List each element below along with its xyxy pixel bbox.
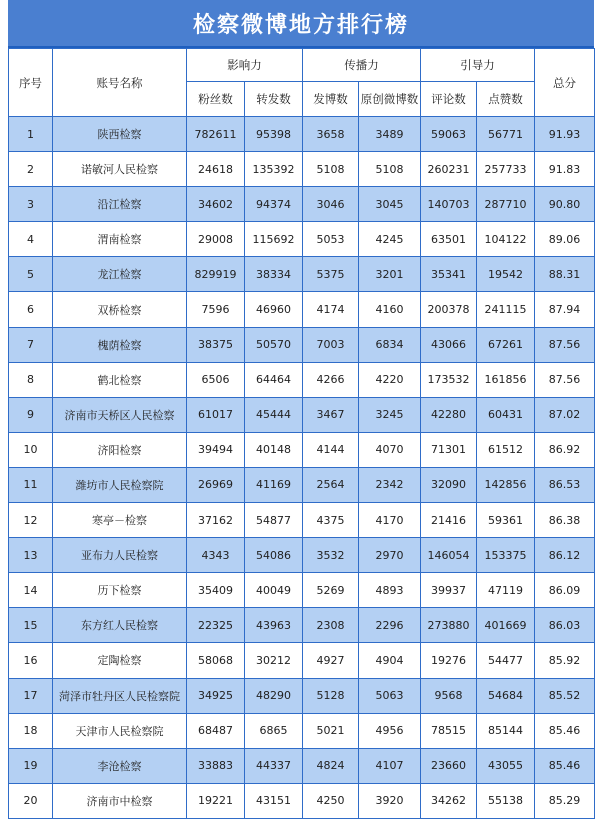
cell-posts: 4824 [303,748,359,783]
table-row [9,257,595,292]
cell-fans: 4343 [187,538,245,573]
table-row [9,152,595,187]
header-rank: 序号 [9,49,53,117]
cell-comments: 59063 [421,117,477,152]
cell-account: 双桥检察 [53,292,187,327]
cell-total: 85.92 [535,643,595,678]
cell-comments: 43066 [421,327,477,362]
cell-original-posts: 3045 [359,187,421,222]
cell-comments: 273880 [421,608,477,643]
table-row [9,503,595,538]
cell-account: 济南市中检察 [53,783,187,818]
cell-original-posts: 5108 [359,152,421,187]
cell-reposts: 40049 [245,573,303,608]
table-row [9,222,595,257]
table-row [9,117,595,152]
cell-account: 济南市天桥区人民检察 [53,397,187,432]
cell-reposts: 6865 [245,713,303,748]
cell-account: 诺敏河人民检察 [53,152,187,187]
cell-rank: 17 [9,678,53,713]
cell-posts: 5128 [303,678,359,713]
cell-account: 历下检察 [53,573,187,608]
cell-comments: 9568 [421,678,477,713]
cell-reposts: 40148 [245,432,303,467]
header-guidance: 引导力 [421,49,535,82]
cell-comments: 146054 [421,538,477,573]
table-row [9,397,595,432]
cell-total: 86.38 [535,503,595,538]
cell-reposts: 45444 [245,397,303,432]
cell-rank: 15 [9,608,53,643]
cell-fans: 58068 [187,643,245,678]
cell-rank: 7 [9,327,53,362]
table-row [9,467,595,502]
cell-total: 85.29 [535,783,595,818]
cell-comments: 173532 [421,362,477,397]
cell-account: 济阳检察 [53,432,187,467]
cell-total: 86.53 [535,467,595,502]
cell-original-posts: 4220 [359,362,421,397]
cell-account: 寒亭－检察 [53,503,187,538]
table-row [9,748,595,783]
cell-reposts: 54086 [245,538,303,573]
cell-reposts: 48290 [245,678,303,713]
cell-posts: 5053 [303,222,359,257]
cell-reposts: 64464 [245,362,303,397]
cell-likes: 142856 [477,467,535,502]
cell-original-posts: 4070 [359,432,421,467]
cell-reposts: 50570 [245,327,303,362]
table-row [9,187,595,222]
cell-rank: 3 [9,187,53,222]
cell-account: 渭南检察 [53,222,187,257]
cell-posts: 4250 [303,783,359,818]
cell-fans: 34925 [187,678,245,713]
cell-likes: 104122 [477,222,535,257]
cell-likes: 19542 [477,257,535,292]
table-row [9,292,595,327]
cell-likes: 56771 [477,117,535,152]
cell-rank: 19 [9,748,53,783]
cell-likes: 153375 [477,538,535,573]
cell-fans: 29008 [187,222,245,257]
cell-rank: 14 [9,573,53,608]
cell-account: 李沧检察 [53,748,187,783]
cell-original-posts: 6834 [359,327,421,362]
cell-rank: 11 [9,467,53,502]
cell-reposts: 46960 [245,292,303,327]
cell-fans: 34602 [187,187,245,222]
cell-likes: 43055 [477,748,535,783]
cell-posts: 5108 [303,152,359,187]
cell-reposts: 94374 [245,187,303,222]
cell-posts: 4174 [303,292,359,327]
cell-likes: 241115 [477,292,535,327]
cell-total: 85.46 [535,748,595,783]
cell-fans: 35409 [187,573,245,608]
cell-comments: 23660 [421,748,477,783]
cell-original-posts: 4107 [359,748,421,783]
cell-original-posts: 4904 [359,643,421,678]
cell-posts: 3046 [303,187,359,222]
cell-rank: 4 [9,222,53,257]
cell-original-posts: 4245 [359,222,421,257]
cell-fans: 26969 [187,467,245,502]
cell-total: 87.56 [535,362,595,397]
header-reposts: 转发数 [245,82,303,117]
table-row [9,362,595,397]
cell-comments: 32090 [421,467,477,502]
cell-fans: 39494 [187,432,245,467]
cell-reposts: 44337 [245,748,303,783]
cell-fans: 7596 [187,292,245,327]
header-account: 账号名称 [53,49,187,117]
cell-total: 88.31 [535,257,595,292]
header-posts: 发博数 [303,82,359,117]
cell-fans: 22325 [187,608,245,643]
cell-fans: 38375 [187,327,245,362]
cell-total: 86.12 [535,538,595,573]
cell-posts: 3532 [303,538,359,573]
cell-comments: 42280 [421,397,477,432]
table-row [9,713,595,748]
cell-posts: 2308 [303,608,359,643]
cell-account: 龙江检察 [53,257,187,292]
cell-account: 槐荫检察 [53,327,187,362]
cell-comments: 140703 [421,187,477,222]
table-row [9,783,595,818]
cell-total: 91.83 [535,152,595,187]
cell-posts: 7003 [303,327,359,362]
cell-rank: 10 [9,432,53,467]
table-row [9,432,595,467]
cell-total: 86.09 [535,573,595,608]
cell-comments: 34262 [421,783,477,818]
cell-posts: 2564 [303,467,359,502]
cell-reposts: 30212 [245,643,303,678]
table-body [9,117,595,819]
cell-comments: 260231 [421,152,477,187]
cell-comments: 19276 [421,643,477,678]
cell-likes: 60431 [477,397,535,432]
cell-original-posts: 3245 [359,397,421,432]
cell-comments: 200378 [421,292,477,327]
cell-total: 87.56 [535,327,595,362]
cell-original-posts: 4160 [359,292,421,327]
cell-reposts: 54877 [245,503,303,538]
header-total: 总分 [535,49,595,117]
cell-posts: 4927 [303,643,359,678]
cell-posts: 3658 [303,117,359,152]
cell-comments: 63501 [421,222,477,257]
cell-posts: 4375 [303,503,359,538]
cell-rank: 18 [9,713,53,748]
cell-original-posts: 4170 [359,503,421,538]
cell-account: 定陶检察 [53,643,187,678]
cell-likes: 67261 [477,327,535,362]
cell-rank: 13 [9,538,53,573]
cell-rank: 9 [9,397,53,432]
cell-reposts: 115692 [245,222,303,257]
cell-original-posts: 4893 [359,573,421,608]
cell-account: 菏泽市牡丹区人民检察院 [53,678,187,713]
ranking-table [8,48,595,819]
cell-rank: 1 [9,117,53,152]
header-comments: 评论数 [421,82,477,117]
cell-fans: 19221 [187,783,245,818]
cell-rank: 12 [9,503,53,538]
cell-comments: 21416 [421,503,477,538]
cell-rank: 5 [9,257,53,292]
cell-likes: 257733 [477,152,535,187]
cell-account: 东方红人民检察 [53,608,187,643]
cell-original-posts: 3920 [359,783,421,818]
cell-account: 鹤北检察 [53,362,187,397]
cell-comments: 78515 [421,713,477,748]
cell-account: 亚布力人民检察 [53,538,187,573]
cell-posts: 5375 [303,257,359,292]
cell-total: 85.46 [535,713,595,748]
cell-likes: 59361 [477,503,535,538]
cell-fans: 61017 [187,397,245,432]
cell-reposts: 41169 [245,467,303,502]
cell-posts: 4144 [303,432,359,467]
cell-posts: 5269 [303,573,359,608]
table-row [9,678,595,713]
page-title: 检察微博地方排行榜 [8,0,594,48]
cell-reposts: 38334 [245,257,303,292]
cell-likes: 401669 [477,608,535,643]
cell-total: 87.02 [535,397,595,432]
cell-comments: 39937 [421,573,477,608]
cell-reposts: 135392 [245,152,303,187]
cell-likes: 54684 [477,678,535,713]
cell-likes: 85144 [477,713,535,748]
cell-posts: 5021 [303,713,359,748]
cell-likes: 61512 [477,432,535,467]
cell-likes: 47119 [477,573,535,608]
cell-total: 90.80 [535,187,595,222]
cell-rank: 16 [9,643,53,678]
cell-fans: 24618 [187,152,245,187]
cell-total: 86.92 [535,432,595,467]
cell-original-posts: 2296 [359,608,421,643]
cell-original-posts: 4956 [359,713,421,748]
cell-total: 86.03 [535,608,595,643]
cell-original-posts: 5063 [359,678,421,713]
cell-fans: 33883 [187,748,245,783]
cell-fans: 782611 [187,117,245,152]
cell-fans: 68487 [187,713,245,748]
cell-rank: 8 [9,362,53,397]
cell-original-posts: 3201 [359,257,421,292]
cell-reposts: 43963 [245,608,303,643]
cell-account: 天津市人民检察院 [53,713,187,748]
table-row [9,327,595,362]
table-row [9,573,595,608]
cell-likes: 287710 [477,187,535,222]
cell-original-posts: 2970 [359,538,421,573]
cell-comments: 71301 [421,432,477,467]
table-row [9,538,595,573]
cell-rank: 20 [9,783,53,818]
cell-account: 陕西检察 [53,117,187,152]
cell-original-posts: 3489 [359,117,421,152]
header-influence: 影响力 [187,49,303,82]
cell-total: 85.52 [535,678,595,713]
cell-rank: 2 [9,152,53,187]
cell-likes: 55138 [477,783,535,818]
table-row [9,643,595,678]
cell-total: 87.94 [535,292,595,327]
ranking-panel [8,0,594,833]
cell-account: 沿江检察 [53,187,187,222]
cell-posts: 4266 [303,362,359,397]
cell-fans: 37162 [187,503,245,538]
header-original-posts: 原创微博数 [359,82,421,117]
cell-total: 91.93 [535,117,595,152]
cell-rank: 6 [9,292,53,327]
cell-reposts: 95398 [245,117,303,152]
cell-total: 89.06 [535,222,595,257]
cell-likes: 54477 [477,643,535,678]
cell-original-posts: 2342 [359,467,421,502]
cell-likes: 161856 [477,362,535,397]
table-row [9,608,595,643]
cell-reposts: 43151 [245,783,303,818]
cell-posts: 3467 [303,397,359,432]
cell-fans: 6506 [187,362,245,397]
header-spread: 传播力 [303,49,421,82]
cell-fans: 829919 [187,257,245,292]
header-fans: 粉丝数 [187,82,245,117]
cell-account: 潍坊市人民检察院 [53,467,187,502]
header-likes: 点赞数 [477,82,535,117]
cell-comments: 35341 [421,257,477,292]
